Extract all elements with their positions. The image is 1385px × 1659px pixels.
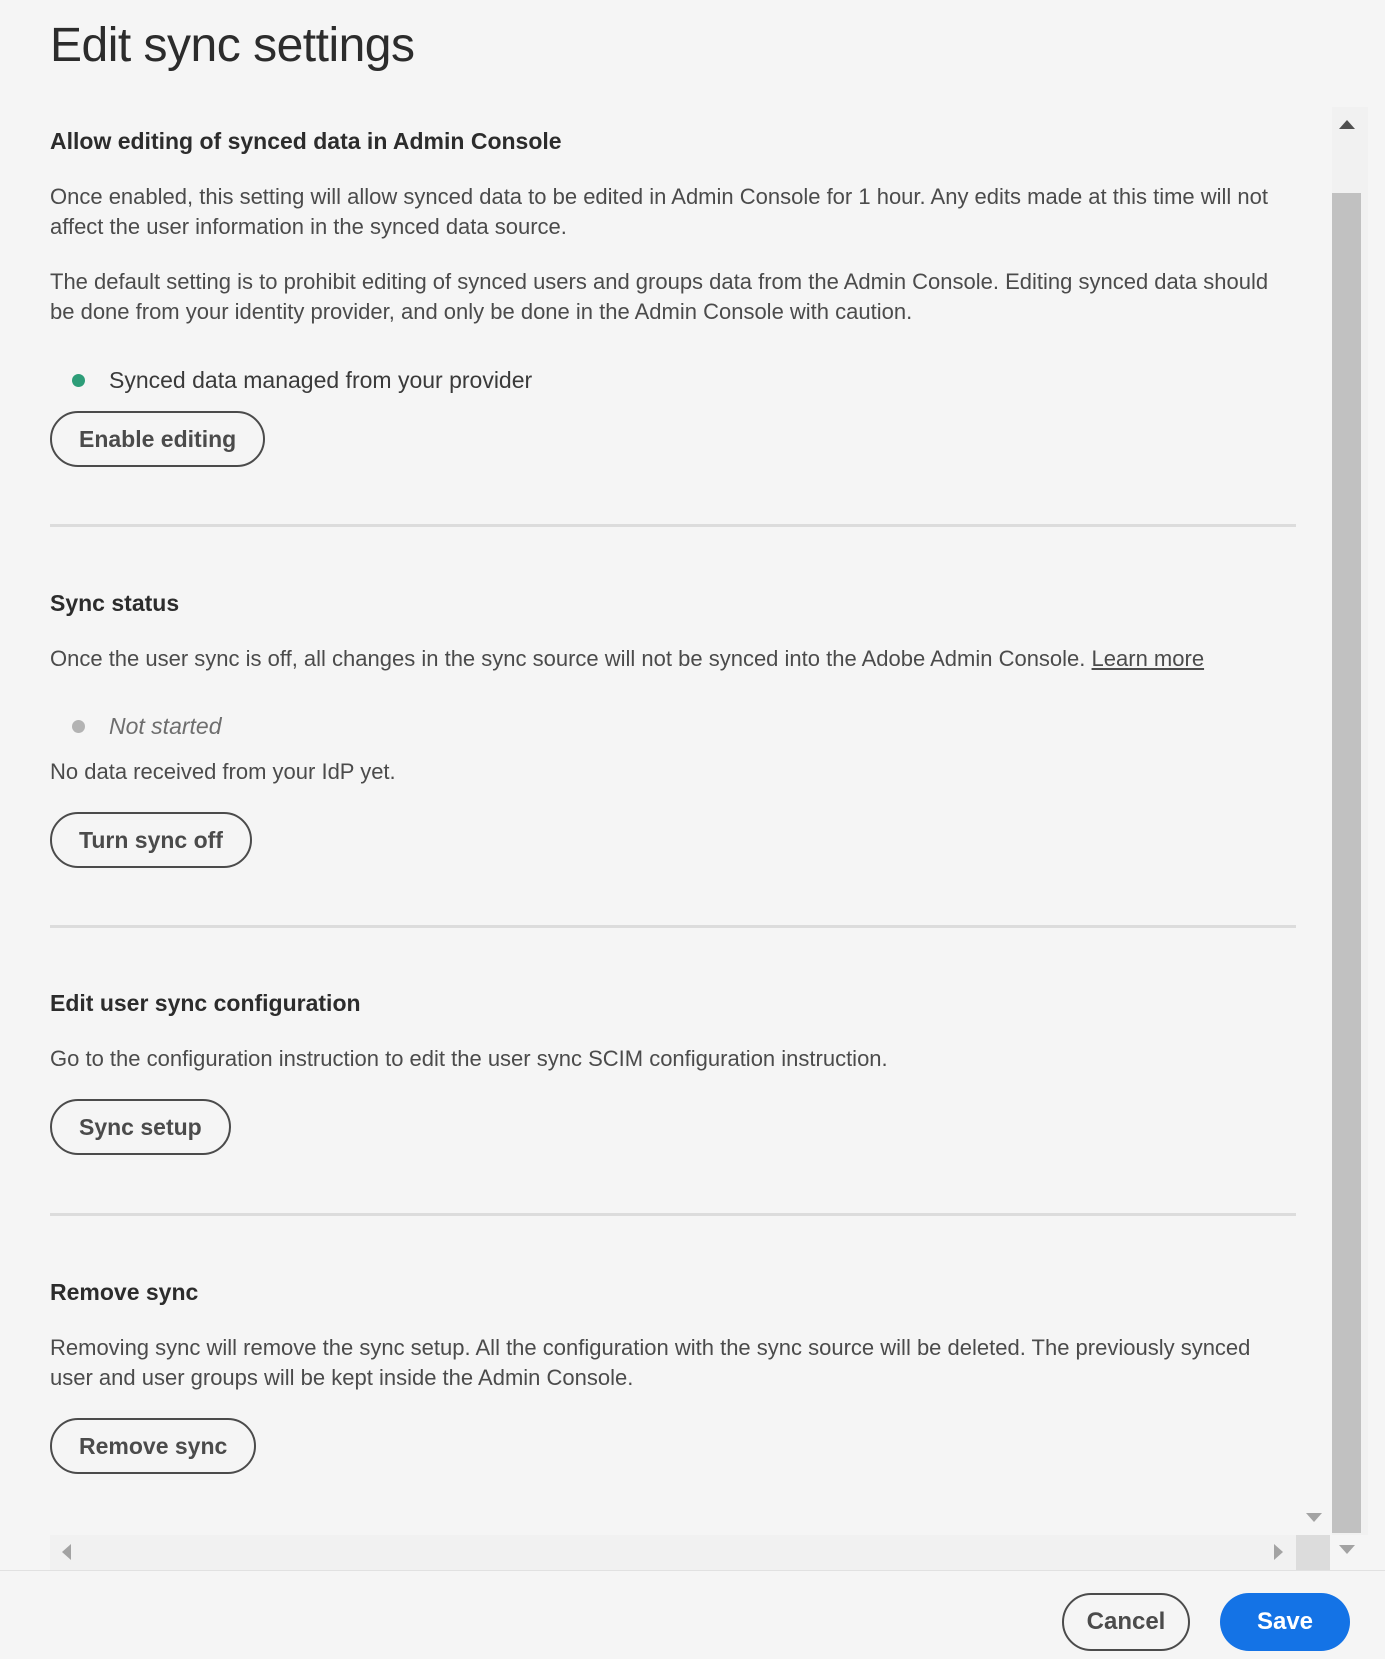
- triangle-down-icon[interactable]: [1339, 1545, 1355, 1554]
- section-divider: [50, 524, 1296, 527]
- sync-status-label: Not started: [109, 712, 222, 739]
- section-divider: [50, 1213, 1296, 1216]
- status-dot-icon: [72, 374, 85, 387]
- settings-scroll-region[interactable]: [50, 107, 1296, 1535]
- config-heading: Edit user sync configuration: [50, 990, 361, 1016]
- sync-status-indicator: [50, 710, 222, 742]
- triangle-down-icon[interactable]: [1306, 1513, 1322, 1522]
- sync-setup-button[interactable]: Sync setup: [50, 1099, 231, 1155]
- triangle-up-icon[interactable]: [1339, 120, 1355, 129]
- scrollbar-corner: [1296, 1535, 1330, 1571]
- enable-editing-button[interactable]: Enable editing: [50, 411, 265, 467]
- save-button[interactable]: Save: [1220, 1593, 1350, 1651]
- vertical-scrollbar-thumb[interactable]: [1332, 193, 1361, 1533]
- remove-sync-button[interactable]: Remove sync: [50, 1418, 256, 1474]
- editing-status-label: Synced data managed from your provider: [109, 366, 533, 393]
- turn-sync-off-button[interactable]: Turn sync off: [50, 812, 252, 868]
- horizontal-scrollbar[interactable]: [50, 1535, 1296, 1571]
- sync-status-description-text: Once the user sync is off, all changes in the sync source will not be synced into the Adobe Admin Console.: [50, 646, 1086, 671]
- triangle-left-icon[interactable]: [62, 1544, 71, 1560]
- editing-heading: Allow editing of synced data in Admin Console: [50, 128, 562, 154]
- sync-status-description: [50, 644, 1296, 674]
- triangle-right-icon[interactable]: [1274, 1544, 1283, 1560]
- editing-description-2: The default setting is to prohibit editing of synced users and groups data from the Admin Console. Editing synced data should be done from your identity provider, and only be done in the Admin Console with caution.: [50, 269, 1269, 324]
- remove-description: Removing sync will remove the sync setup. All the configuration with the sync source will be deleted. The previously synced user and user groups will be kept inside the Admin Console.: [50, 1335, 1251, 1390]
- editing-description-1: Once enabled, this setting will allow synced data to be edited in Admin Console for 1 hour. Any edits made at this time will not affect the user information in the synced data source.: [50, 184, 1269, 239]
- remove-heading: Remove sync: [50, 1279, 199, 1305]
- sync-status-note: No data received from your IdP yet.: [50, 759, 396, 784]
- cancel-button[interactable]: Cancel: [1062, 1593, 1190, 1651]
- section-divider: [50, 925, 1296, 928]
- sync-status-heading: Sync status: [50, 590, 180, 616]
- learn-more-link[interactable]: Learn more: [1091, 646, 1205, 671]
- dialog-title: Edit sync settings: [50, 19, 415, 72]
- status-dot-icon: [72, 720, 85, 733]
- editing-status: [50, 364, 532, 396]
- vertical-scrollbar[interactable]: [1296, 107, 1385, 1535]
- config-description: Go to the configuration instruction to edit the user sync SCIM configuration instruction.: [50, 1046, 888, 1071]
